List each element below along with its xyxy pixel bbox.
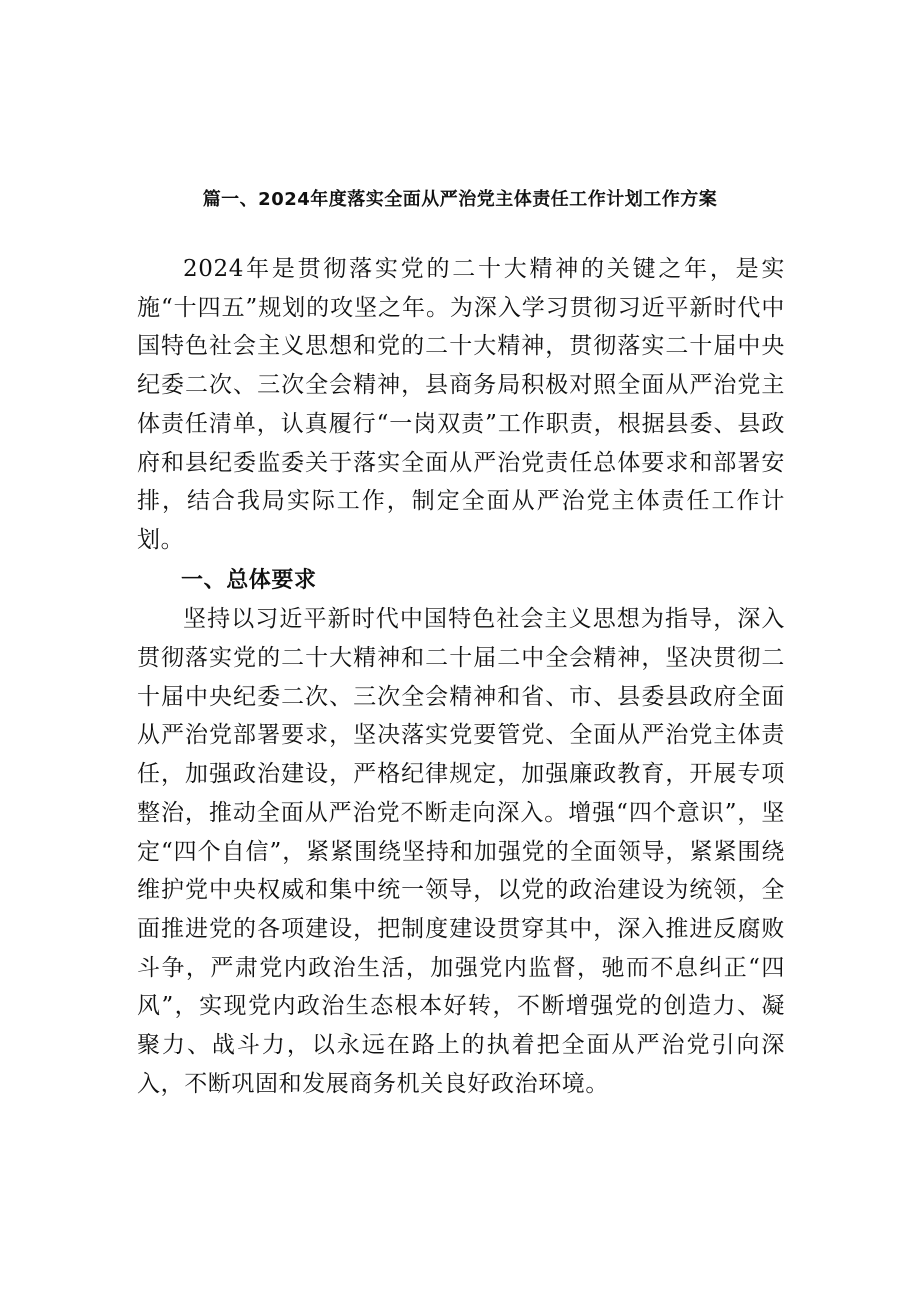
document-body (137, 250, 785, 1103)
section-heading: 一、总体要求 (181, 567, 317, 593)
document-title: 篇一、2024年度落实全面从严治党主体责任工作计划工作方案 (202, 189, 718, 210)
section-paragraph: 坚持以习近平新时代中国特色社会主义思想为指导，深入贯彻落实党的二十大精神和二十届二中全会精神，坚决贯彻二十届中央纪委二次、三次全会精神和省、市、县委县政府全面从严治党部署要求，坚决落实党要管党、全面从严治党主体责任，加强政治建设，严格纪律规定，加强廉政教育，开展专项整治，推动全面从严治党不断走向深入。增强“四个意识”，坚定“四个自信”，紧紧围绕坚持和加强党的全面领导，紧紧围绕维护党中央权威和集中统一领导，以党的政治建设为统领，全面推进党的各项建设，把制度建设贯穿其中，深入推进反腐败斗争，严肃党内政治生活，加强党内监督，驰而不息纠正“四风”，实现党内政治生态根本好转，不断增强党的创造力、凝聚力、战斗力，以永远在路上的执着把全面从严治党引向深入，不断巩固和发展商务机关良好政治环境。 (137, 606, 785, 1097)
intro-paragraph: 2024年是贯彻落实党的二十大精神的关键之年，是实施“十四五”规划的攻坚之年。为深入学习贯彻习近平新时代中国特色社会主义思想和党的二十大精神，贯彻落实二十届中央纪委二次、三次全会精神，县商务局积极对照全面从严治党主体责任清单，认真履行“一岗双责”工作职责，根据县委、县政府和县纪委监委关于落实全面从严治党责任总体要求和部署安排，结合我局实际工作，制定全面从严治党主体责任工作计划。 (137, 256, 785, 553)
